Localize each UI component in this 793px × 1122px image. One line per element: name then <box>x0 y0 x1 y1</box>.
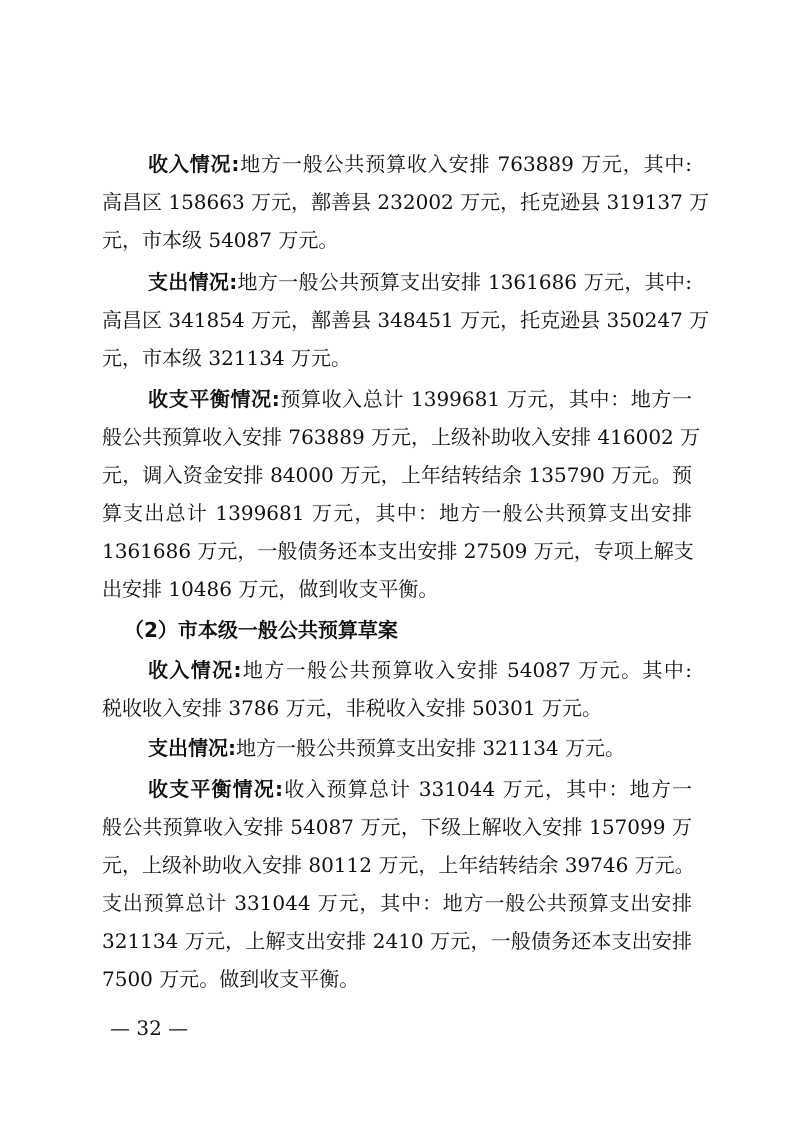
paragraph-line <box>148 730 692 766</box>
paragraph-line: 7500 万元。做到收支平衡。 <box>102 967 360 991</box>
paragraph-line: 般公共预算收入安排 763889 万元，上级补助收入安排 416002 万 <box>102 425 701 449</box>
page-number: — 32 — <box>110 1016 189 1040</box>
paragraph-line <box>148 146 692 182</box>
paragraph-line: 般公共预算收入安排 54087 万元，下级上解收入安排 157099 万 <box>102 815 692 839</box>
paragraph-line: 税收收入安排 3786 万元，非税收入安排 50301 万元。 <box>102 696 602 720</box>
line-text: 地方一般公共预算收入安排 763889 万元，其中: <box>239 152 692 176</box>
paragraph-line: 321134 万元，上解支出安排 2410 万元，一般债务还本支出安排 <box>102 929 692 953</box>
paragraph-line: 1361686 万元，一般债务还本支出安排 27509 万元，专项上解支 <box>102 539 694 563</box>
paragraph-line: 元，上级补助收入安排 80112 万元，上年结转结余 39746 万元。 <box>102 853 695 877</box>
paragraph-line: 元，市本级 54087 万元。 <box>102 228 339 252</box>
paragraph-line: 算支出总计 1399681 万元，其中：地方一般公共预算支出安排 <box>102 501 692 525</box>
line-text: 地方一般公共预算支出安排 1361686 万元，其中: <box>237 270 692 294</box>
section-heading: 收入情况: <box>148 658 242 682</box>
paragraph-line <box>148 652 692 688</box>
section-heading: 支出情况: <box>148 270 238 294</box>
section-heading: 收入情况: <box>148 152 240 176</box>
subsection-title: （2）市本级一般公共预算草案 <box>124 618 398 642</box>
line-text: 收入预算总计 331044 万元，其中：地方一 <box>283 777 693 801</box>
paragraph-line: 元，调入资金安排 84000 万元，上年结转结余 135790 万元。预 <box>102 463 692 487</box>
line-text: 预算收入总计 1399681 万元，其中：地方一 <box>279 387 692 411</box>
paragraph-line <box>148 771 692 807</box>
section-heading: 支出情况: <box>148 736 236 760</box>
paragraph-line <box>148 264 692 300</box>
paragraph-line: 高昌区 341854 万元，鄯善县 348451 万元，托克逊县 350247 万 <box>102 308 710 332</box>
section-heading: 收支平衡情况: <box>148 777 284 801</box>
paragraph-line <box>148 381 692 417</box>
paragraph-line: 元，市本级 321134 万元。 <box>102 346 352 370</box>
line-text: 地方一般公共预算收入安排 54087 万元。其中: <box>241 658 693 682</box>
paragraph-line: 出安排 10486 万元，做到收支平衡。 <box>102 577 439 601</box>
section-heading: 收支平衡情况: <box>148 387 280 411</box>
paragraph-line: 高昌区 158663 万元，鄯善县 232002 万元，托克逊县 319137 万 <box>102 190 710 214</box>
line-text: 地方一般公共预算支出安排 321134 万元。 <box>236 736 626 760</box>
paragraph-line: 支出预算总计 331044 万元，其中：地方一般公共预算支出安排 <box>102 891 692 915</box>
